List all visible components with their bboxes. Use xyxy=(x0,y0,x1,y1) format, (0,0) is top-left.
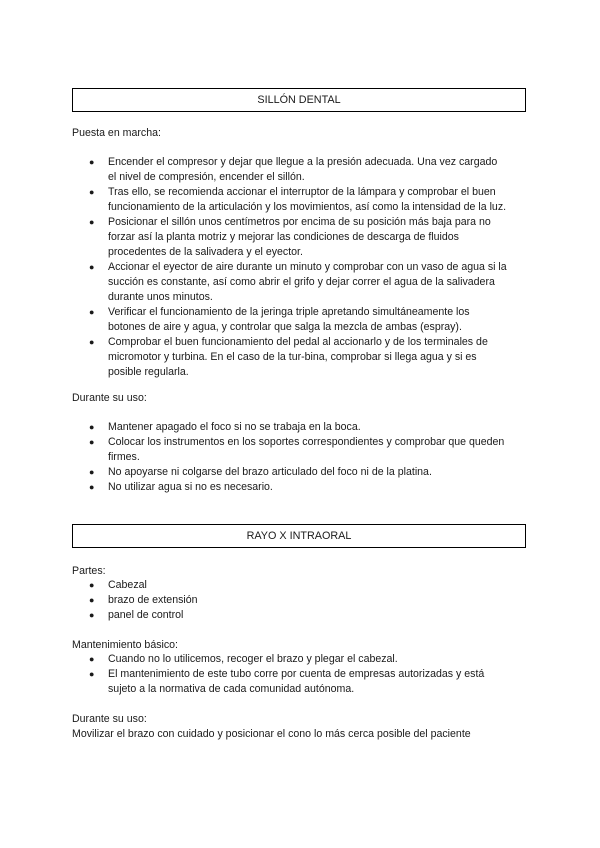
list-item xyxy=(72,435,532,465)
list-item xyxy=(72,652,532,667)
bullet-icon: ● xyxy=(89,437,95,447)
bullet-icon: ● xyxy=(89,482,95,492)
list-item xyxy=(72,420,532,435)
bullet-icon: ● xyxy=(89,467,95,477)
heading-mantenimiento: Mantenimiento básico: xyxy=(72,639,178,651)
list-item-line: forzar así la planta motriz y mejorar las condiciones de descarga de fluidos xyxy=(108,231,459,243)
bullet-icon: ● xyxy=(89,595,95,605)
bullet-icon: ● xyxy=(89,669,95,679)
list-item-line: Encender el compresor y dejar que llegue a la presión adecuada. Una vez cargado xyxy=(108,156,498,168)
list-item-line: procedentes de la salivadera y el eyector. xyxy=(108,246,303,258)
list-item xyxy=(72,215,532,260)
bullet-icon: ● xyxy=(89,157,95,167)
list-item-line: micromotor y turbina. En el caso de la tur-bina, comprobar si llega agua y si es xyxy=(108,351,477,363)
list-item xyxy=(72,465,532,480)
list-item xyxy=(72,155,532,185)
list-item xyxy=(72,185,532,215)
list-item xyxy=(72,305,532,335)
section-title-text: SILLÓN DENTAL xyxy=(257,94,341,106)
bullet-icon: ● xyxy=(89,307,95,317)
list-item-line: Accionar el eyector de aire durante un minuto y comprobar con un vaso de agua si la xyxy=(108,261,507,273)
list-item-line: El mantenimiento de este tubo corre por cuenta de empresas autorizadas y está xyxy=(108,668,485,680)
bullet-icon: ● xyxy=(89,610,95,620)
list-item-line: Tras ello, se recomienda accionar el interruptor de la lámpara y comprobar el buen xyxy=(108,186,496,198)
list-item-line: succión es constante, así como abrir el grifo y dejar correr el agua de la salivadera xyxy=(108,276,495,288)
startup-list xyxy=(72,155,532,380)
list-item-line: durante unos minutos. xyxy=(108,291,213,303)
usage-list xyxy=(72,420,532,495)
section-title-sillon-dental xyxy=(72,88,526,112)
heading-durante-su-uso-2: Durante su uso: xyxy=(72,713,147,725)
list-item-line: Comprobar el buen funcionamiento del pedal al accionarlo y de los terminales de xyxy=(108,336,488,348)
section-title-text: RAYO X INTRAORAL xyxy=(246,530,352,542)
list-item xyxy=(72,480,532,495)
list-item xyxy=(72,608,532,623)
parts-list xyxy=(72,578,532,623)
list-item-line: No apoyarse ni colgarse del brazo articulado del foco ni de la platina. xyxy=(108,466,432,478)
list-item-line: firmes. xyxy=(108,451,140,463)
list-item-line: funcionamiento de la articulación y los movimientos, así como la intensidad de la luz. xyxy=(108,201,507,213)
list-item xyxy=(72,260,532,305)
bullet-icon: ● xyxy=(89,337,95,347)
list-item-line: Mantener apagado el foco si no se trabaja en la boca. xyxy=(108,421,361,433)
bullet-icon: ● xyxy=(89,580,95,590)
list-item-line: sujeto a la normativa de cada comunidad autónoma. xyxy=(108,683,355,695)
list-item xyxy=(72,593,532,608)
list-item-line: Colocar los instrumentos en los soportes correspondientes y comprobar que queden xyxy=(108,436,505,448)
bullet-icon: ● xyxy=(89,262,95,272)
bullet-icon: ● xyxy=(89,654,95,664)
list-item-line: botones de aire y agua, y controlar que salga la mezcla de ambas (espray). xyxy=(108,321,462,333)
list-item-line: posible regularla. xyxy=(108,366,189,378)
bullet-icon: ● xyxy=(89,187,95,197)
list-item-line: el nivel de compresión, encender el sillón. xyxy=(108,171,305,183)
heading-durante-su-uso-1: Durante su uso: xyxy=(72,392,147,404)
usage-text-rayo-x: Movilizar el brazo con cuidado y posicionar el cono lo más cerca posible del paciente xyxy=(72,728,471,740)
bullet-icon: ● xyxy=(89,217,95,227)
list-item xyxy=(72,335,532,380)
list-item-line: Posicionar el sillón unos centímetros por encima de su posición más baja para no xyxy=(108,216,491,228)
bullet-icon: ● xyxy=(89,422,95,432)
list-item-line: No utilizar agua si no es necesario. xyxy=(108,481,273,493)
list-item-line: Cuando no lo utilicemos, recoger el brazo y plegar el cabezal. xyxy=(108,653,398,665)
list-item xyxy=(72,667,532,697)
list-item-line: Cabezal xyxy=(108,579,147,591)
maintenance-list xyxy=(72,652,532,697)
heading-partes: Partes: xyxy=(72,565,106,577)
list-item-line: Verificar el funcionamiento de la jeringa triple apretando simultáneamente los xyxy=(108,306,470,318)
heading-puesta-en-marcha: Puesta en marcha: xyxy=(72,127,161,139)
list-item-line: brazo de extensión xyxy=(108,594,198,606)
list-item xyxy=(72,578,532,593)
list-item-line: panel de control xyxy=(108,609,184,621)
section-title-rayo-x xyxy=(72,524,526,548)
